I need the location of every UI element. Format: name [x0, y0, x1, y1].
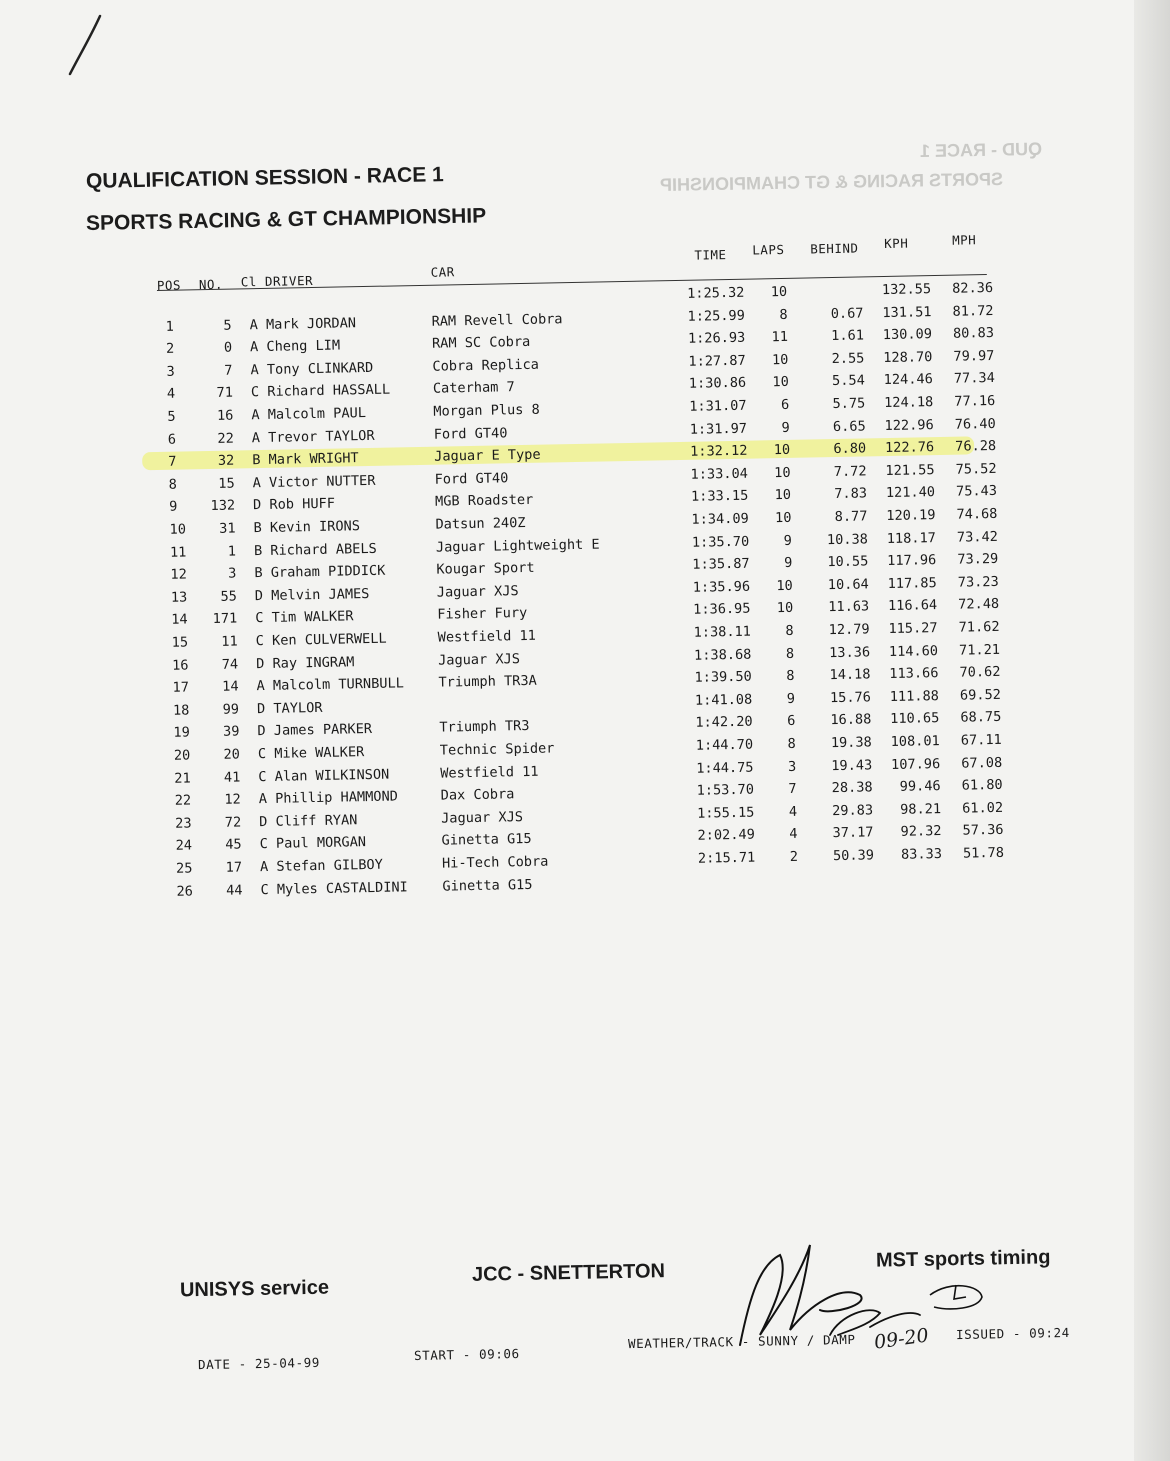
cell-no: 20 [223, 746, 241, 763]
cell-mph: 75.43 [955, 483, 998, 501]
cell-mph: 51.78 [962, 844, 1005, 862]
cell-kph: 118.17 [886, 529, 937, 547]
cell-laps: 8 [785, 622, 794, 639]
cell-time: 1:35.87 [692, 555, 750, 573]
cell-behind: 14.18 [829, 666, 871, 684]
cell-behind: 5.75 [832, 395, 866, 413]
cell-kph: 98.21 [899, 800, 942, 818]
cell-car: Cobra Replica [432, 356, 540, 375]
cell-mph: 71.21 [958, 641, 1001, 659]
cell-laps: 8 [779, 306, 788, 323]
cell-no: 3 [228, 565, 237, 582]
cell-pos: 26 [176, 883, 194, 900]
cell-cl-driver: C Richard HASSALL [250, 381, 391, 401]
cell-behind: 0.67 [830, 305, 864, 322]
col-header-no: NO. [198, 276, 224, 293]
cell-no: 71 [216, 384, 234, 402]
cell-time: 1:42.20 [695, 714, 753, 732]
cell-time: 1:32.12 [690, 442, 748, 460]
cell-car: Triumph TR3A [438, 672, 537, 691]
cell-cl-driver: C Myles CASTALDINI [260, 878, 408, 898]
cell-mph: 73.42 [956, 528, 999, 546]
cell-mph: 82.36 [952, 279, 994, 297]
cell-kph: 92.32 [900, 823, 942, 841]
cell-behind: 10.64 [827, 576, 869, 593]
pen-stroke-mark [60, 10, 120, 80]
cell-laps: 10 [772, 374, 790, 391]
cell-no: 16 [216, 407, 234, 424]
handwritten-time: 09-20 [872, 1324, 931, 1354]
cell-behind: 5.54 [831, 372, 865, 390]
cell-mph: 75.52 [955, 460, 997, 478]
cell-kph: 115.27 [888, 620, 938, 638]
cell-behind: 12.79 [828, 621, 870, 639]
cell-cl-driver: A Mark JORDAN [249, 314, 357, 333]
cell-cl-driver: C Tim WALKER [255, 608, 354, 627]
cell-kph: 114.60 [888, 642, 939, 660]
cell-pos: 6 [167, 431, 177, 448]
cell-laps: 6 [787, 713, 796, 730]
cell-mph: 76.28 [955, 438, 997, 455]
cell-cl-driver: C Paul MORGAN [259, 834, 367, 853]
cell-pos: 16 [172, 657, 189, 674]
cell-time: 1:25.32 [686, 284, 745, 302]
cell-mph: 81.72 [952, 302, 994, 320]
cell-time: 1:38.68 [693, 646, 752, 664]
cell-cl-driver: B Mark WRIGHT [252, 450, 359, 469]
cell-kph: 107.96 [890, 755, 941, 773]
cell-no: 15 [218, 475, 235, 492]
show-through-text-2: SPORTS RACING & GT CHAMPIONSHIP [659, 169, 1004, 195]
cell-behind: 29.83 [832, 802, 874, 819]
cell-mph: 76.40 [954, 415, 996, 433]
cell-kph: 99.46 [899, 778, 941, 796]
cell-laps: 9 [783, 532, 793, 549]
cell-time: 1:30.86 [688, 375, 747, 393]
cell-mph: 57.36 [962, 822, 1004, 840]
col-header-pos: POS [156, 277, 182, 293]
page-title: QUALIFICATION SESSION - RACE 1 [85, 163, 444, 193]
cell-mph: 71.62 [958, 618, 1000, 636]
cell-laps: 4 [788, 803, 798, 820]
cell-time: 1:34.09 [691, 510, 749, 528]
cell-behind: 10.55 [827, 553, 869, 571]
cell-pos: 3 [166, 363, 175, 380]
cell-kph: 130.09 [882, 326, 933, 344]
cell-behind: 11.63 [828, 598, 870, 616]
cell-time: 1:41.08 [694, 691, 753, 709]
cell-behind: 15.76 [829, 689, 872, 706]
cell-time: 1:36.95 [693, 601, 751, 619]
cell-behind: 13.36 [828, 643, 871, 661]
cell-car: Caterham 7 [432, 379, 515, 398]
cell-time: 1:39.50 [694, 668, 752, 686]
cell-kph: 108.01 [890, 733, 940, 750]
cell-kph: 124.46 [883, 371, 933, 389]
cell-laps: 8 [786, 668, 795, 685]
cell-mph: 77.34 [953, 370, 995, 388]
cell-pos: 19 [173, 724, 190, 742]
cell-mph: 77.16 [954, 392, 996, 410]
unisys-brand: UNISYS service [179, 1276, 330, 1302]
issued-field: ISSUED - 09:24 [955, 1324, 1070, 1343]
cell-car: Ford GT40 [434, 470, 509, 488]
cell-kph: 117.85 [887, 574, 937, 592]
cell-kph: 122.96 [884, 416, 934, 434]
cell-cl-driver: D TAYLOR [256, 699, 323, 717]
cell-mph: 67.08 [961, 754, 1003, 772]
cell-mph: 67.11 [960, 731, 1002, 749]
col-header-behind: BEHIND [810, 240, 859, 257]
cell-behind: 8.77 [834, 508, 868, 526]
cell-mph: 73.29 [957, 551, 999, 568]
cell-kph: 113.66 [889, 665, 939, 683]
cell-cl-driver: C Ken CULVERWELL [255, 630, 387, 650]
cell-car: Westfield 11 [437, 627, 537, 646]
cell-mph: 68.75 [960, 709, 1002, 727]
col-header-time: TIME [694, 247, 727, 263]
col-header-mph: MPH [952, 232, 977, 248]
cell-no: 0 [223, 339, 233, 356]
cell-pos: 5 [167, 408, 176, 425]
cell-laps: 3 [787, 758, 797, 775]
col-header-kph: KPH [884, 235, 909, 252]
cell-time: 1:35.70 [691, 533, 750, 551]
cell-time: 1:35.96 [692, 578, 751, 596]
cell-time: 1:44.75 [696, 759, 754, 777]
cell-car: RAM SC Cobra [431, 334, 531, 352]
cell-mph: 61.02 [961, 799, 1004, 817]
cell-cl-driver: A Stefan GILBOY [259, 856, 383, 876]
cell-laps: 10 [774, 509, 792, 527]
page-subtitle: SPORTS RACING & GT CHAMPIONSHIP [85, 204, 487, 235]
cell-no: 41 [223, 769, 241, 786]
cell-mph: 74.68 [956, 505, 998, 523]
cell-car: Datsun 240Z [435, 514, 526, 533]
cell-car: Technic Spider [439, 740, 555, 759]
cell-cl-driver: C Mike WALKER [257, 744, 365, 763]
cell-behind: 10.38 [826, 530, 869, 548]
cell-laps: 8 [787, 735, 796, 752]
cell-no: 1 [227, 543, 237, 560]
cell-cl-driver: A Victor NUTTER [252, 472, 376, 491]
cell-pos: 21 [174, 770, 191, 787]
cell-no: 12 [224, 791, 241, 808]
cell-car: Jaguar E Type [434, 446, 541, 465]
cell-no: 132 [210, 497, 236, 515]
cell-kph: 121.40 [885, 484, 936, 502]
cell-kph: 128.70 [883, 348, 933, 366]
cell-car: Jaguar XJS [436, 582, 519, 601]
cell-behind: 19.43 [831, 756, 873, 774]
cell-car: RAM Revell Cobra [431, 310, 563, 330]
cell-laps: 10 [770, 283, 788, 301]
cell-pos: 20 [173, 747, 191, 764]
paper-edge [1134, 0, 1170, 1461]
cell-cl-driver: C Alan WILKINSON [258, 766, 390, 785]
cell-cl-driver: D Ray INGRAM [255, 653, 355, 672]
cell-car: Jaguar XJS [441, 808, 524, 827]
cell-pos: 25 [175, 860, 193, 877]
cell-car: Morgan Plus 8 [433, 401, 540, 420]
cell-cl-driver: A Phillip HAMMOND [258, 788, 399, 808]
cell-car: Ginetta G15 [442, 876, 533, 895]
cell-kph: 117.96 [887, 552, 937, 570]
cell-time: 1:31.07 [689, 397, 747, 415]
venue-title: JCC - SNETTERTON [471, 1260, 666, 1286]
cell-mph: 79.97 [953, 347, 995, 365]
cell-laps: 10 [771, 351, 789, 368]
cell-pos: 1 [165, 318, 175, 335]
cell-no: 171 [212, 610, 238, 628]
col-header-car: CAR [430, 264, 455, 280]
cell-laps: 2 [789, 848, 799, 865]
cell-car: Dax Cobra [440, 786, 515, 804]
cell-kph: 121.55 [885, 461, 935, 479]
cell-laps: 10 [774, 487, 792, 504]
weather-track-field: WEATHER/TRACK - SUNNY / DAMP [627, 1331, 856, 1352]
cell-pos: 8 [168, 476, 178, 493]
cell-kph: 122.76 [884, 439, 935, 457]
cell-car: Jaguar XJS [437, 650, 521, 669]
cell-pos: 2 [165, 340, 175, 358]
cell-laps: 4 [789, 826, 798, 843]
cell-time: 1:38.11 [693, 623, 752, 641]
cell-pos: 10 [169, 521, 187, 538]
cell-no: 45 [225, 836, 242, 854]
cell-no: 22 [217, 430, 234, 447]
cell-kph: 83.33 [900, 846, 943, 863]
cell-car: Triumph TR3 [439, 718, 530, 737]
cell-laps: 11 [771, 329, 789, 346]
cell-pos: 9 [168, 499, 178, 516]
cell-time: 1:26.93 [687, 329, 746, 347]
col-header-cl-driver: Cl DRIVER [240, 272, 314, 290]
cell-laps: 9 [783, 555, 793, 572]
cell-pos: 13 [170, 589, 188, 606]
cell-cl-driver: D Cliff RYAN [259, 812, 358, 830]
cell-car: Ford GT40 [433, 424, 508, 443]
cell-car: Hi-Tech Cobra [441, 853, 549, 872]
cell-kph: 120.19 [886, 507, 936, 525]
cell-mph: 70.62 [959, 664, 1001, 681]
cell-mph: 72.48 [958, 596, 1000, 614]
cell-car: Westfield 11 [440, 763, 539, 782]
cell-time: 1:33.04 [690, 465, 749, 483]
cell-mph: 61.80 [961, 777, 1003, 794]
cell-time: 2:15.71 [697, 849, 756, 867]
cell-pos: 12 [170, 566, 187, 583]
cell-pos: 24 [175, 837, 193, 855]
cell-cl-driver: B Graham PIDDICK [254, 562, 386, 582]
cell-kph: 132.55 [881, 281, 932, 299]
cell-behind [818, 870, 874, 871]
cell-pos: 7 [168, 453, 177, 470]
start-field: START - 09:06 [413, 1345, 520, 1364]
results-table [156, 224, 1019, 900]
cell-laps: 9 [786, 690, 796, 707]
cell-kph: 110.65 [890, 710, 940, 728]
cell-cl-driver: A Malcolm TURNBULL [256, 675, 405, 695]
cell-mph: 80.83 [952, 325, 995, 342]
cell-behind: 7.83 [834, 485, 868, 503]
cell-time: 2:02.49 [697, 827, 755, 845]
cell-no: 32 [217, 452, 235, 470]
cell-mph [948, 867, 1004, 868]
cell-no: 7 [224, 362, 233, 379]
cell-behind: 2.55 [831, 350, 865, 367]
cell-cl-driver: A Trevor TAYLOR [251, 427, 375, 446]
cell-no: 17 [225, 859, 243, 876]
cell-mph: 69.52 [959, 686, 1002, 704]
cell-pos: 15 [171, 634, 189, 651]
cell-no: 39 [222, 723, 240, 741]
cell-no: 72 [224, 814, 242, 831]
cell-behind: 19.38 [830, 734, 872, 752]
cell-time: 1:53.70 [696, 781, 755, 799]
cell-behind: 16.88 [830, 711, 872, 729]
cell-no: 55 [220, 588, 238, 605]
cell-behind: 50.39 [832, 847, 875, 865]
cell-kph [880, 869, 942, 870]
mst-brand: MST sports timing [875, 1246, 1051, 1272]
cell-pos: 11 [169, 544, 187, 561]
signature-scribble [720, 1235, 1000, 1375]
cell-no: 14 [222, 678, 239, 695]
cell-cl-driver: D Melvin JAMES [254, 585, 370, 604]
cell-cl-driver: B Kevin IRONS [253, 518, 361, 537]
cell-car: Fisher Fury [437, 605, 528, 624]
cell-behind: 28.38 [831, 779, 873, 797]
cell-kph: 124.18 [884, 394, 934, 412]
cell-car: Ginetta G15 [441, 831, 532, 850]
cell-cl-driver: B Richard ABELS [253, 540, 377, 559]
cell-pos: 4 [166, 386, 176, 403]
cell-time: 1:25.99 [687, 307, 746, 325]
cell-no: 99 [222, 701, 240, 718]
cell-time: 1:33.15 [690, 488, 749, 506]
cell-no: 31 [219, 520, 236, 537]
cell-laps: 9 [781, 419, 790, 436]
cell-laps: 10 [774, 464, 791, 481]
cell-behind [807, 282, 863, 283]
cell-behind: 37.17 [832, 824, 874, 842]
cell-time: 1:55.15 [696, 804, 755, 822]
cell-laps: 10 [773, 442, 791, 459]
cell-pos: 14 [171, 611, 188, 629]
cell-kph: 116.64 [887, 597, 938, 615]
cell-car: MGB Roadster [434, 492, 534, 511]
cell-cl-driver: D Rob HUFF [252, 496, 336, 514]
cell-laps: 7 [788, 780, 797, 798]
cell-cl-driver: A Tony CLINKARD [250, 359, 374, 379]
col-header-laps: LAPS [752, 241, 785, 258]
cell-behind: 7.72 [833, 463, 867, 480]
cell-cl-driver: A Malcolm PAUL [251, 405, 367, 424]
cell-no: 11 [221, 633, 238, 650]
cell-time: 1:27.87 [688, 352, 746, 370]
cell-laps: 8 [785, 645, 795, 662]
cell-car: Kougar Sport [436, 559, 535, 578]
cell-laps: 6 [780, 396, 790, 414]
cell-laps: 10 [776, 600, 794, 617]
cell-cl-driver: D James PARKER [257, 721, 373, 740]
cell-no: 5 [223, 317, 232, 334]
cell-cl-driver: A Cheng LIM [249, 337, 341, 356]
show-through-text-1: QUD - RACE 1 [919, 138, 1043, 162]
cell-time: 1:44.70 [695, 736, 754, 754]
cell-car: Jaguar Lightweight E [435, 536, 600, 556]
cell-no: 74 [221, 656, 239, 673]
cell-laps: 10 [776, 577, 793, 594]
cell-kph: 131.51 [882, 303, 932, 321]
cell-behind: 1.61 [831, 327, 865, 345]
cell-time: 1:31.97 [689, 420, 748, 438]
cell-pos: 22 [174, 792, 192, 809]
cell-pos: 17 [172, 679, 190, 696]
cell-pos: 18 [172, 702, 190, 719]
cell-pos: 23 [175, 815, 192, 832]
cell-kph: 111.88 [889, 687, 940, 705]
date-field: DATE - 25-04-99 [197, 1354, 321, 1373]
cell-behind: 6.65 [832, 418, 866, 435]
cell-no: 44 [225, 882, 243, 899]
cell-behind: 6.80 [833, 440, 867, 458]
cell-mph: 73.23 [957, 573, 999, 591]
